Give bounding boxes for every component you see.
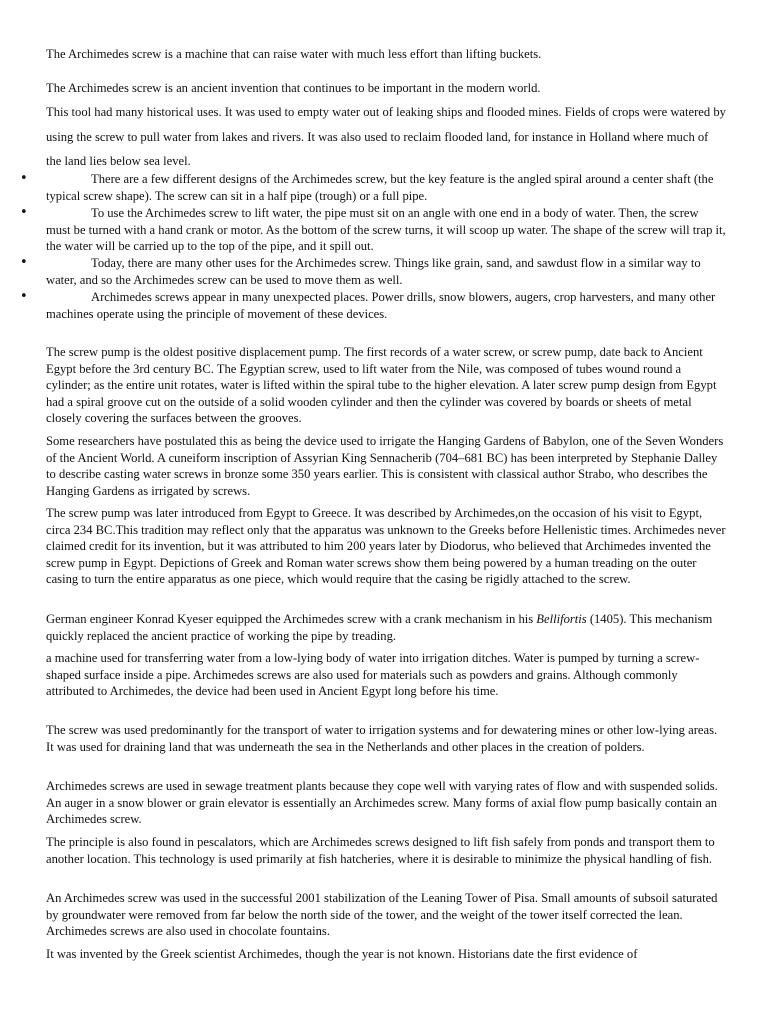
bullet-item-1: There are a few different designs of the Archimedes screw, but the key feature is the angled spiral around a center shaft (the typical screw shape). The screw can sit in a half pipe (trough) or a full pipe. bbox=[46, 172, 714, 203]
bullet-marker-4: • bbox=[20, 289, 28, 304]
paragraph-greece-introduction: The screw pump was later introduced from Egypt to Greece. It was described by Archimedes,on the occasion of his visit to Egypt, circa 234 BC.This tradition may reflect only that the apparatus was unknown to the Greeks before Hellenistic times. Archimedes never claimed credit for its invention, but it was attributed to him 200 years later by Diodorus, who believed that Archimedes invented the screw pump in Egypt. Depictions of Greek and Roman water screws show them being powered by a human treading on the outer casing to turn the entire apparatus as one piece, which would require that the casing be rigidly attached to the screw. bbox=[46, 506, 726, 587]
bullet-marker-1: • bbox=[20, 171, 28, 186]
bullet-marker-2: • bbox=[20, 205, 28, 220]
intro-line-1: The Archimedes screw is a machine that can raise water with much less effort than lifting buckets. bbox=[46, 47, 542, 61]
kyeser-text-before: German engineer Konrad Kyeser equipped the Archimedes screw with a crank mechanism in his bbox=[46, 612, 537, 626]
paragraph-leaning-tower-pisa: An Archimedes screw was used in the successful 2001 stabilization of the Leaning Tower of Pisa. Small amounts of subsoil saturated by groundwater were removed from far below the north side of the tower, and the weight of the tower itself corrected the lean. Archimedes screws are also used in chocolate fountains. bbox=[46, 891, 718, 939]
paragraph-invention: It was invented by the Greek scientist Archimedes, though the year is not known. Historians date the first evidence of bbox=[46, 947, 638, 961]
paragraph-hanging-gardens: Some researchers have postulated this as being the device used to irrigate the Hanging Gardens of Babylon, one of the Seven Wonders of the Ancient World. A cuneiform inscription of Assyrian King Sennacherib (704–681 BC) has been interpreted by Stephanie Dalley to describe casting water screws in bronze some 350 years earlier. This is consistent with classical author Strabo, who describes the Hanging Gardens as irrigated by screws. bbox=[46, 434, 724, 498]
intro-line-2: The Archimedes screw is an ancient invention that continues to be important in the modern world. bbox=[46, 81, 541, 95]
paragraph-sewage-treatment: Archimedes screws are used in sewage treatment plants because they cope well with varying rates of flow and with suspended solids. An auger in a snow blower or grain elevator is essentially an Archimedes screw. Many forms of axial flow pump basically contain an Archimedes screw. bbox=[46, 779, 718, 827]
intro-paragraph: This tool had many historical uses. It was used to empty water out of leaking ships and flooded mines. Fields of crops were watered by using the screw to pull water from lakes and rivers. It was also used to reclaim flooded land, for instance in Holland where much of the land lies below sea level. bbox=[46, 105, 726, 168]
bullet-item-4: Archimedes screws appear in many unexpected places. Power drills, snow blowers, augers, crop harvesters, and many other machines operate using the principle of movement of these devices. bbox=[46, 290, 716, 321]
kyeser-text-after: (1405). This mechanism quickly replaced the ancient practice of working the pipe by treading. bbox=[46, 612, 713, 643]
paragraph-machine-definition: a machine used for transferring water from a low-lying body of water into irrigation ditches. Water is pumped by turning a screw-shaped surface inside a pipe. Archimedes screws are also used for materials such as powders and grains. Although commonly attributed to Archimedes, the device had been used in Ancient Egypt long before his time. bbox=[46, 651, 700, 699]
paragraph-screw-pump-origins: The screw pump is the oldest positive displacement pump. The first records of a water screw, or screw pump, date back to Ancient Egypt before the 3rd century BC. The Egyptian screw, used to lift water from the Nile, was composed of tubes wound round a cylinder; as the entire unit rotates, water is lifted within the spiral tube to the higher elevation. A later screw pump design from Egypt had a spiral groove cut on the outside of a solid wooden cylinder and then the cylinder was covered by boards or sheets of metal closely covering the surfaces between the grooves. bbox=[46, 345, 717, 426]
paragraph-irrigation-dewatering: The screw was used predominantly for the transport of water to irrigation systems and for dewatering mines or other low-lying areas. It was used for draining land that was underneath the sea in the Netherlands and other places in the creation of polders. bbox=[46, 723, 718, 754]
paragraph-pescalators: The principle is also found in pescalators, which are Archimedes screws designed to lift fish safely from ponds and transport them to another location. This technology is used primarily at fish hatcheries, where it is desirable to minimize the physical handling of fish. bbox=[46, 835, 715, 866]
bullet-item-2: To use the Archimedes screw to lift water, the pipe must sit on an angle with one end in a body of water. Then, the screw must be turned with a hand crank or motor. As the bottom of the screw turns, it will scoop up water. The shape of the screw will trap it, the water will be carried up to the top of the pipe, and it spill out. bbox=[46, 206, 726, 254]
bullet-item-3: Today, there are many other uses for the Archimedes screw. Things like grain, sand, and sawdust flow in a similar way to water, and so the Archimedes screw can be used to move them as well. bbox=[46, 256, 701, 287]
paragraph-konrad-kyeser bbox=[46, 611, 726, 644]
bullet-marker-3: • bbox=[20, 255, 28, 270]
bellifortis-title: Bellifortis bbox=[536, 612, 587, 626]
